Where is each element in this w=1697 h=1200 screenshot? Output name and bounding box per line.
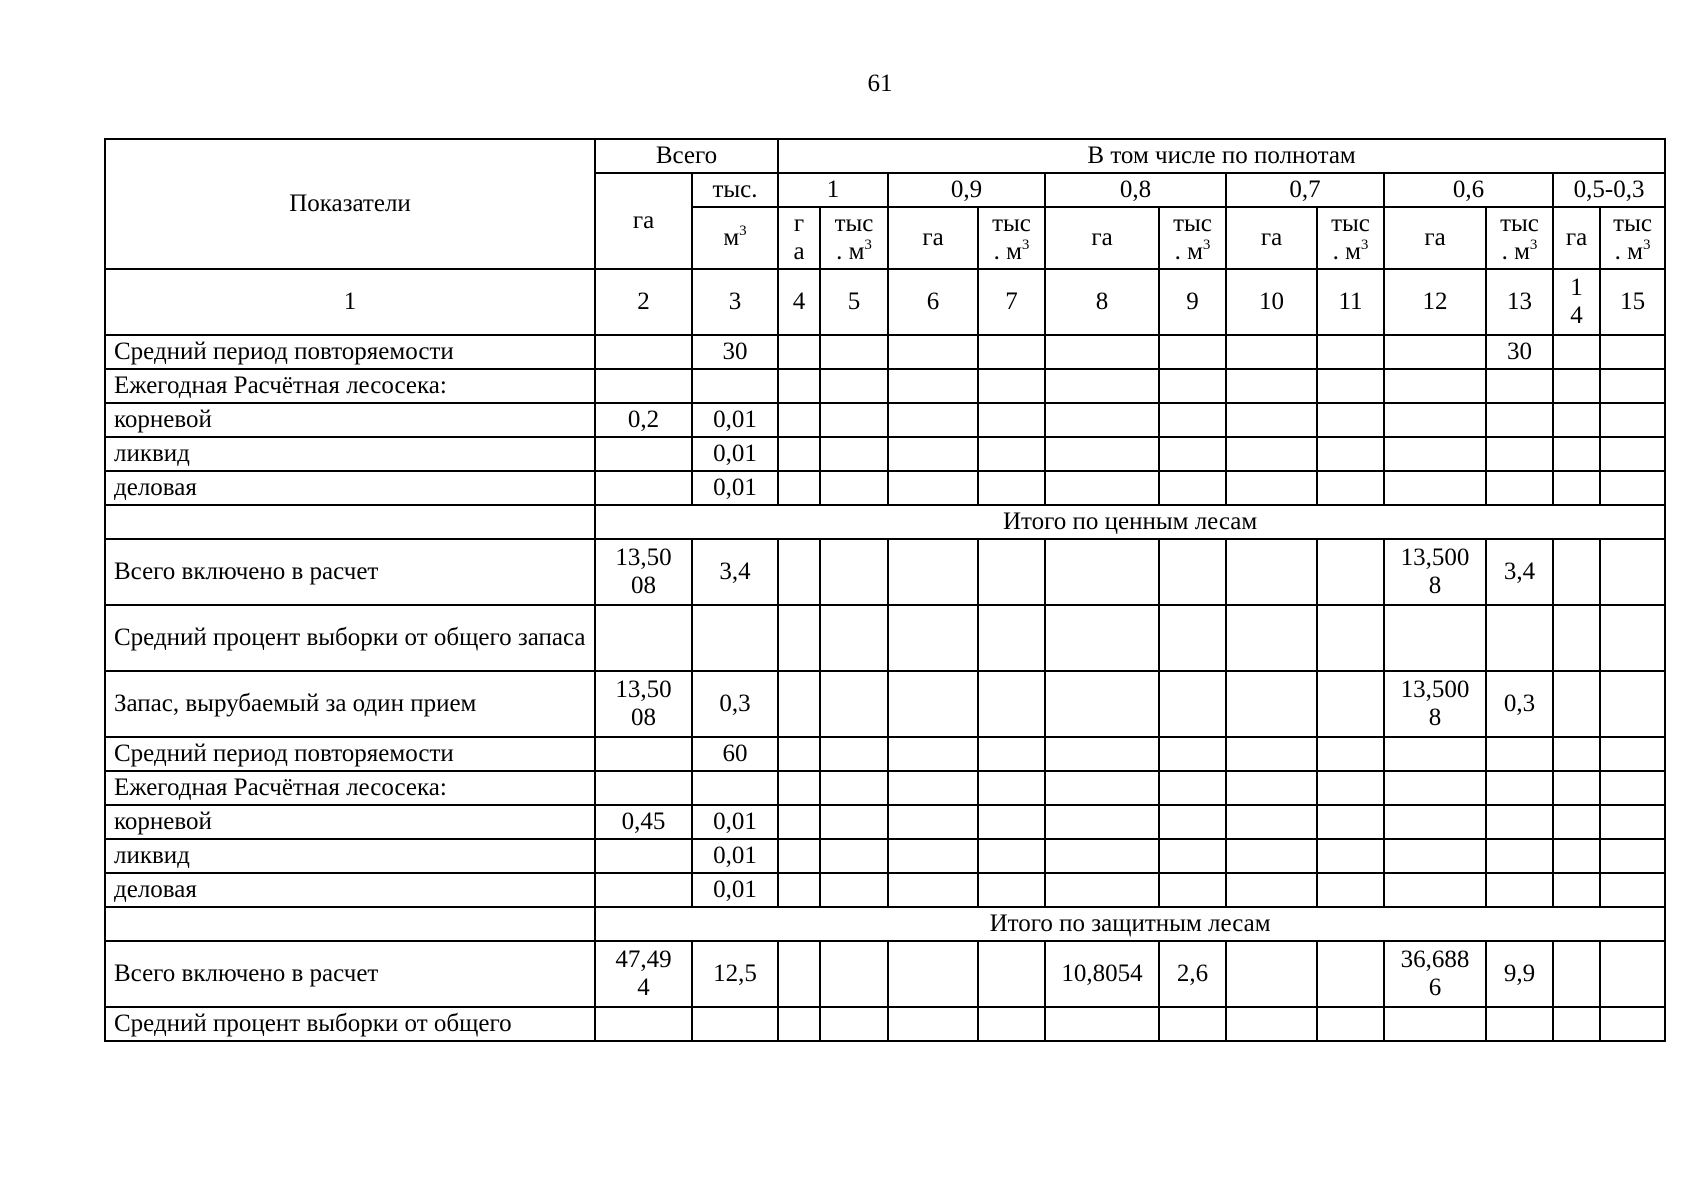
header-ha: га bbox=[888, 207, 978, 269]
section-row bbox=[105, 505, 1665, 539]
row-label: Ежегодная Расчётная лесосека: bbox=[105, 369, 595, 403]
cell-value: 0,01 bbox=[692, 437, 778, 471]
col-number: 5 bbox=[820, 269, 888, 335]
table-row bbox=[105, 671, 1665, 737]
col-number: 9 bbox=[1159, 269, 1226, 335]
table-row bbox=[105, 335, 1665, 369]
col-number: 2 bbox=[595, 269, 692, 335]
row-label: Ежегодная Расчётная лесосека: bbox=[105, 771, 595, 805]
row-label: Средний период повторяемости bbox=[105, 737, 595, 771]
col-number: 3 bbox=[692, 269, 778, 335]
page-number: 61 bbox=[867, 70, 893, 97]
table-row bbox=[105, 941, 1665, 1007]
header-density-0-9: 0,9 bbox=[888, 173, 1045, 207]
row-label: ликвид bbox=[105, 437, 595, 471]
row-label: Запас, вырубаемый за один прием bbox=[105, 671, 595, 737]
header-ths-m3: тыс . $м^3$ bbox=[1600, 207, 1665, 269]
cell-value: 0,01 bbox=[692, 471, 778, 505]
col-number: 10 bbox=[1226, 269, 1317, 335]
row-label: Всего включено в расчет bbox=[105, 539, 595, 605]
col-number: 12 bbox=[1384, 269, 1486, 335]
header-ha: га bbox=[1226, 207, 1317, 269]
section-row bbox=[105, 907, 1665, 941]
table-row bbox=[105, 1007, 1665, 1041]
header-ths-m3: тыс . $м^3$ bbox=[1159, 207, 1226, 269]
cell-value: 13,500 8 bbox=[1384, 539, 1486, 605]
row-label: корневой bbox=[105, 403, 595, 437]
header-density-0-7: 0,7 bbox=[1226, 173, 1384, 207]
cell-value: 47,49 4 bbox=[595, 941, 692, 1007]
cell-value: 13,50 08 bbox=[595, 539, 692, 605]
cell-value: 0,01 bbox=[692, 839, 778, 873]
cell-value: 30 bbox=[692, 335, 778, 369]
row-label: Средний период повторяемости bbox=[105, 335, 595, 369]
header-ths-m3: тыс . $м^3$ bbox=[1317, 207, 1384, 269]
header-ha: га bbox=[1553, 207, 1600, 269]
row-label: ликвид bbox=[105, 839, 595, 873]
header-ths-m3: тыс . $м^3$ bbox=[820, 207, 888, 269]
cell-value: 30 bbox=[1486, 335, 1553, 369]
table-row bbox=[105, 437, 1665, 471]
col-number: 7 bbox=[978, 269, 1045, 335]
cell-value: 0,01 bbox=[692, 403, 778, 437]
section-title-protective: Итого по защитным лесам bbox=[595, 907, 1665, 941]
col-number: 15 bbox=[1600, 269, 1665, 335]
col-number: 8 bbox=[1045, 269, 1159, 335]
row-label: деловая bbox=[105, 471, 595, 505]
column-number-row bbox=[105, 269, 1665, 335]
cell-value: 2,6 bbox=[1159, 941, 1226, 1007]
row-label: корневой bbox=[105, 805, 595, 839]
cell-value: 0,01 bbox=[692, 805, 778, 839]
col-number: 6 bbox=[888, 269, 978, 335]
col-number: 1 4 bbox=[1553, 269, 1600, 335]
header-density-0-8: 0,8 bbox=[1045, 173, 1226, 207]
cell-value: 0,45 bbox=[595, 805, 692, 839]
header-by-density: В том числе по полнотам bbox=[778, 139, 1665, 173]
table-row bbox=[105, 471, 1665, 505]
col-number: 4 bbox=[778, 269, 820, 335]
header-total-ha: га bbox=[595, 173, 692, 269]
cell-value: 60 bbox=[692, 737, 778, 771]
cell-value: 9,9 bbox=[1486, 941, 1553, 1007]
table-row bbox=[105, 369, 1665, 403]
header-density-0-6: 0,6 bbox=[1384, 173, 1553, 207]
cell-value: 36,688 6 bbox=[1384, 941, 1486, 1007]
header-total-ths: тыс. bbox=[692, 173, 778, 207]
col-number: 11 bbox=[1317, 269, 1384, 335]
table-row bbox=[105, 403, 1665, 437]
col-number: 1 bbox=[105, 269, 595, 335]
cell-value: 3,4 bbox=[1486, 539, 1553, 605]
row-label: Средний процент выборки от общего bbox=[105, 1007, 595, 1041]
cell-value: 0,01 bbox=[692, 873, 778, 907]
row-label: Средний процент выборки от общего запаса bbox=[105, 605, 595, 671]
header-ha: га bbox=[1045, 207, 1159, 269]
col-number: 13 bbox=[1486, 269, 1553, 335]
table-row bbox=[105, 771, 1665, 805]
header-density-1: 1 bbox=[778, 173, 888, 207]
section-title-valuable: Итого по ценным лесам bbox=[595, 505, 1665, 539]
header-ha-narrow: г а bbox=[778, 207, 820, 269]
forest-indicators-table bbox=[104, 138, 1666, 1042]
table-row bbox=[105, 839, 1665, 873]
header-total: Всего bbox=[595, 139, 778, 173]
table-row bbox=[105, 539, 1665, 605]
cell-value: 13,50 08 bbox=[595, 671, 692, 737]
table-row bbox=[105, 873, 1665, 907]
header-ths-m3: тыс . $м^3$ bbox=[978, 207, 1045, 269]
header-row-1 bbox=[105, 139, 1665, 173]
cell-value: 0,3 bbox=[1486, 671, 1553, 737]
table-row bbox=[105, 805, 1665, 839]
cell-value: 13,500 8 bbox=[1384, 671, 1486, 737]
row-label: Всего включено в расчет bbox=[105, 941, 595, 1007]
cell-value: 10,8054 bbox=[1045, 941, 1159, 1007]
header-ths-m3: тыс . $м^3$ bbox=[1486, 207, 1553, 269]
row-label: деловая bbox=[105, 873, 595, 907]
table-row bbox=[105, 605, 1665, 671]
cell-value: 3,4 bbox=[692, 539, 778, 605]
header-indicators: Показатели bbox=[105, 139, 595, 269]
cell-value: 0,2 bbox=[595, 403, 692, 437]
cell-value: 0,3 bbox=[692, 671, 778, 737]
header-ha: га bbox=[1384, 207, 1486, 269]
header-total-m3: $м^3$ bbox=[692, 207, 778, 269]
table-row bbox=[105, 737, 1665, 771]
header-density-0-5-0-3: 0,5-0,3 bbox=[1553, 173, 1665, 207]
cell-value: 12,5 bbox=[692, 941, 778, 1007]
